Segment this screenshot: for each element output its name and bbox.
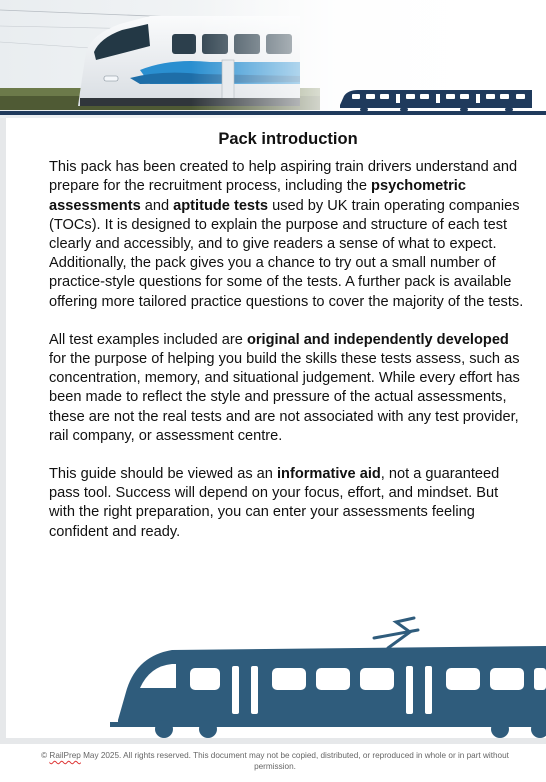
page-title: Pack introduction [218,130,358,148]
paragraph-text: , not a guaranteed pass tool. Success will depend on your focus, effort, and mindset. But with the right preparation, you can enter your assessments feeling confident and ready. [49,466,500,540]
bold-text: psychometric assessments [49,178,466,214]
paragraph-text: This pack has been created to help aspiring train drivers understand and prepare for the recruitment process, including the [49,159,518,195]
bold-text: informative aid [276,466,381,483]
copyright-footer [40,750,510,772]
footer-rule [0,738,546,744]
header-train-banner [0,0,546,118]
paragraph-text: and [140,197,174,214]
paragraph-1 [49,158,527,312]
bold-text: original and independently developed [246,331,509,348]
paragraph-text: for the purpose of helping you build the skills these tests assess, such as concentration, memory, and situational judgement. While every effort has been made to reflect the style and pressure of the actual assessments, these are not the real tests and are not associated with any test provider, rail company, or assessment centre. [49,351,520,444]
paragraph-3 [49,465,527,542]
copyright-symbol: © [41,751,48,760]
footer-brand: RailPrep [49,751,81,760]
paragraph-2 [49,331,527,446]
bold-text: aptitude tests [173,197,269,214]
train-silhouette-illustration [0,608,546,738]
footer-text: May 2025. All rights reserved. This document may not be copied, distributed, or reproduced in whole or in part without permission. [80,751,509,771]
document-body [49,128,527,561]
paragraph-text: All test examples included are [49,331,247,348]
paragraph-text: used by UK train operating companies (TOCs). It is designed to explain the purpose and structure of each test clearly and accessibly, and to give readers a sense of what to expect. Additionally, the pack gives you a chance to try out a small number of practice-style questions for some of the tests. A further pack is available offering more tailored practice questions to cover the majority of the tests. [49,197,524,310]
paragraph-text: This guide should be viewed as an [49,466,277,483]
